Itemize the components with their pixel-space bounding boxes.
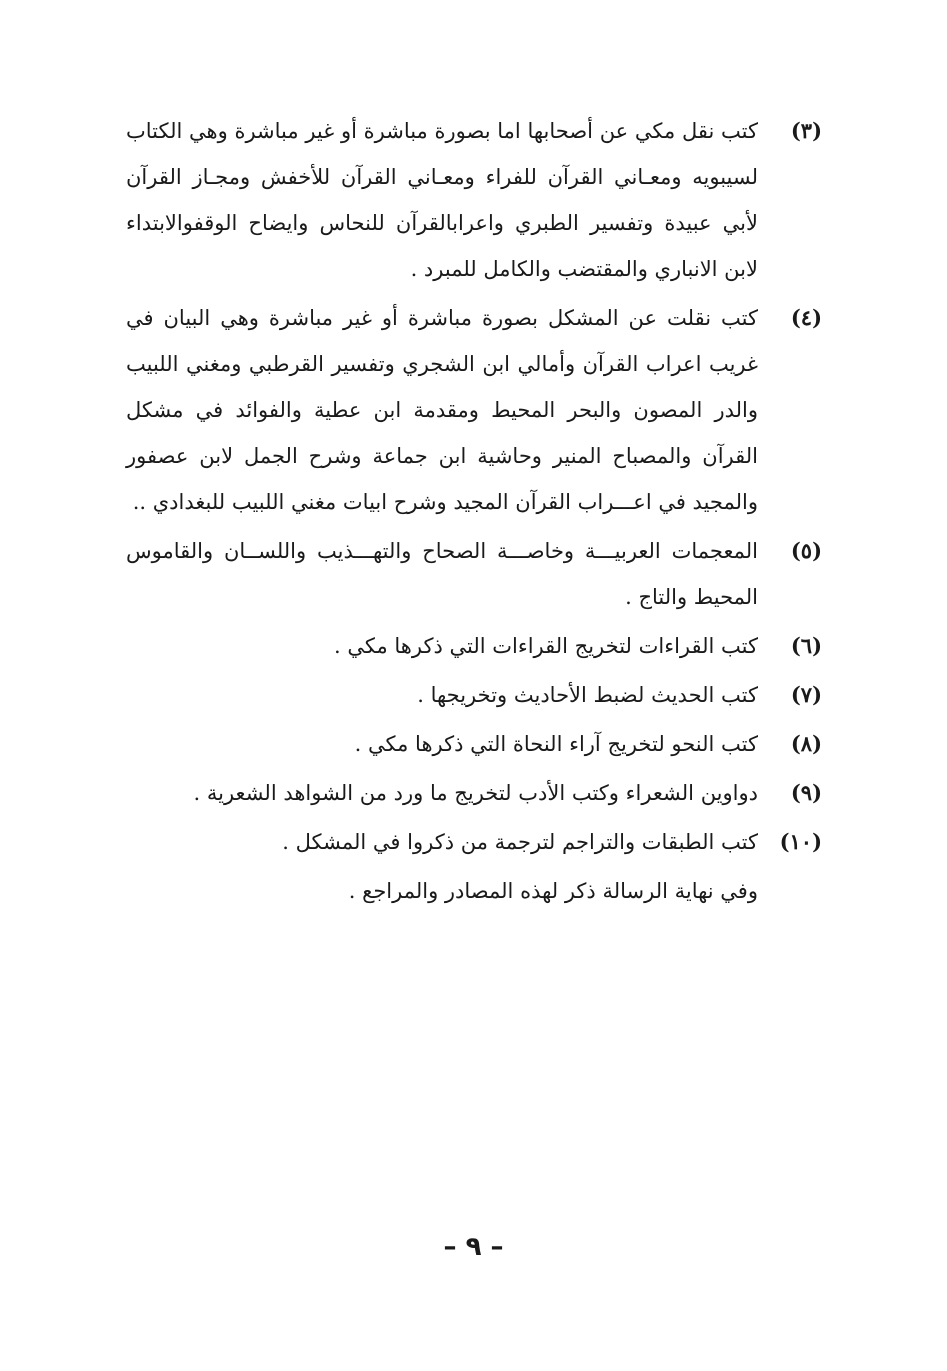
item-text: دواوين الشعراء وكتب الأدب لتخريج ما ورد من الشواهد الشعرية . bbox=[193, 781, 758, 805]
item-number: (٤) bbox=[790, 305, 822, 330]
item-number: (٦) bbox=[790, 633, 822, 658]
list-item bbox=[126, 528, 822, 620]
item-text: كتب نقل مكي عن أصحابها اما بصورة مباشرة أو غير مباشرة وهي الكتاب لسيبويه ومعـاني القرآن للفراء ومعـاني القرآن للأخفش ومجـاز القرآن لأبي عبيدة وتفسير الطبري واعرابالقرآن للنحاس وايضاح الوقفوالابتداء لابن الانباري والمقتضب والكامل للمبرد . bbox=[126, 119, 758, 281]
item-number: (٨) bbox=[790, 731, 822, 756]
item-number: (٩) bbox=[790, 780, 822, 805]
list-item bbox=[126, 672, 822, 718]
item-text: كتب نقلت عن المشكل بصورة مباشرة أو غير مباشرة وهي البيان في غريب اعراب القرآن وأمالي ابن الشجري وتفسير القرطبي ومغني اللبيب والدر المصون والبحر المحيط ومقدمة ابن عطية والفوائد في مشكل القرآن والمصباح المنير وحاشية ابن جماعة وشرح الجمل لابن عصفور والمجيد في اعـــراب القرآن المجيد وشرح ابيات مغني اللبيب للبغدادي .. bbox=[126, 306, 758, 514]
closing-line: وفي نهاية الرسالة ذكر لهذه المصادر والمراجع . bbox=[348, 879, 758, 903]
list-item bbox=[126, 623, 822, 669]
item-number: (٧) bbox=[790, 682, 822, 707]
item-text: كتب الطبقات والتراجم لترجمة من ذكروا في المشكل . bbox=[282, 830, 758, 854]
sources-list bbox=[126, 108, 822, 914]
list-item bbox=[126, 295, 822, 525]
list-item bbox=[126, 108, 822, 292]
item-text: المعجمات العربيـــة وخاصـــة الصحاح والتهـــذيب واللســان والقاموس المحيط والتاج . bbox=[126, 539, 758, 609]
item-number: (٥) bbox=[790, 538, 822, 563]
list-item bbox=[126, 721, 822, 767]
list-item bbox=[126, 819, 822, 865]
item-text: كتب القراءات لتخريج القراءات التي ذكرها مكي . bbox=[334, 634, 758, 658]
item-number: (٣) bbox=[790, 118, 822, 143]
list-item bbox=[126, 770, 822, 816]
item-number: (١٠) bbox=[779, 829, 822, 854]
page-number: – ٩ – bbox=[443, 1232, 504, 1262]
item-text: كتب الحديث لضبط الأحاديث وتخريجها . bbox=[417, 683, 758, 707]
item-text: كتب النحو لتخريج آراء النحاة التي ذكرها مكي . bbox=[354, 732, 758, 756]
